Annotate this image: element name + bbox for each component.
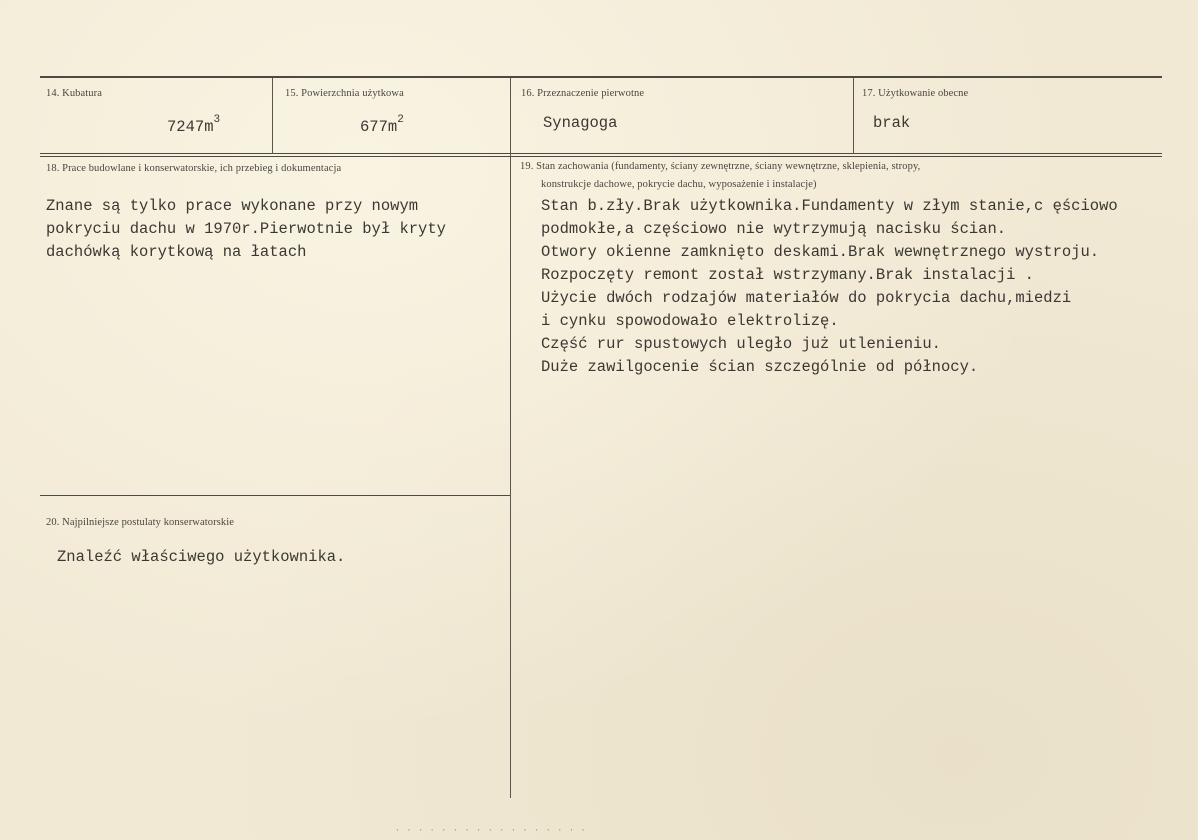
field-20-value: Znaleźć właściwego użytkownika. xyxy=(57,548,346,566)
field-19-text xyxy=(541,195,1118,379)
divider-main xyxy=(510,78,511,798)
kubatura-number: 7247m xyxy=(167,118,214,137)
field-16-label: 16. Przeznaczenie pierwotne xyxy=(521,88,645,99)
powierzchnia-exponent: 2 xyxy=(397,114,404,126)
field-14-value xyxy=(167,112,220,139)
field-19-line: i cynku spowodowało elektrolizę. xyxy=(541,312,839,330)
field-19-line: Stan b.zły.Brak użytkownika.Fundamenty w złym stanie,c ęściowo xyxy=(541,197,1118,215)
divider-14-15 xyxy=(272,78,273,154)
field-14-label: 14. Kubatura xyxy=(46,88,103,99)
field-20-label: 20. Najpilniejsze postulaty konserwatorskie xyxy=(46,517,235,528)
field-15-label: 15. Powierzchnia użytkowa xyxy=(285,88,404,99)
field-18-line: pokryciu dachu w 1970r.Pierwotnie był kryty xyxy=(46,220,446,238)
field-18-label: 18. Prace budowlane i konserwatorskie, ich przebieg i dokumentacja xyxy=(46,163,342,174)
field-18-line: dachówką korytkową na łatach xyxy=(46,243,307,261)
field-19-line: Otwory okienne zamknięto deskami.Brak wewnętrznego wystroju. xyxy=(541,243,1100,261)
header-bottom-rule xyxy=(40,153,1162,154)
field-19-line: Część rur spustowych uległo już utlenieniu. xyxy=(541,335,941,353)
field-19-label-line1: 19. Stan zachowania (fundamenty, ściany zewnętrzne, ściany wewnętrzne, sklepienia, stropy, xyxy=(520,161,921,172)
field-17-label: 17. Użytkowanie obecne xyxy=(862,88,969,99)
section-20-top-rule xyxy=(40,495,510,496)
scan-edge-artifact: · · · · · · · · · · · · · · · · · xyxy=(395,826,587,835)
field-17-value: brak xyxy=(873,114,911,132)
field-19-line: Rozpoczęty remont został wstrzymany.Brak instalacji . xyxy=(541,266,1034,284)
field-19-line: podmokłe,a częściowo nie wytrzymują nacisku ścian. xyxy=(541,220,1007,238)
field-16-value: Synagoga xyxy=(543,114,618,132)
kubatura-exponent: 3 xyxy=(213,114,221,126)
divider-16-17 xyxy=(853,78,854,154)
field-18-line: Znane są tylko prace wykonane przy nowym xyxy=(46,197,419,215)
top-rule xyxy=(40,76,1162,78)
field-19-label-line2: konstrukcje dachowe, pokrycie dachu, wyposażenie i instalacje) xyxy=(541,179,817,190)
header-bottom-rule-2 xyxy=(40,156,1162,157)
powierzchnia-number: 677m xyxy=(360,118,398,137)
field-15-value xyxy=(360,112,404,139)
field-19-line: Duże zawilgocenie ścian szczególnie od północy. xyxy=(541,358,979,376)
field-18-text xyxy=(46,195,446,264)
field-19-line: Użycie dwóch rodzajów materiałów do pokrycia dachu,miedzi xyxy=(541,289,1072,307)
